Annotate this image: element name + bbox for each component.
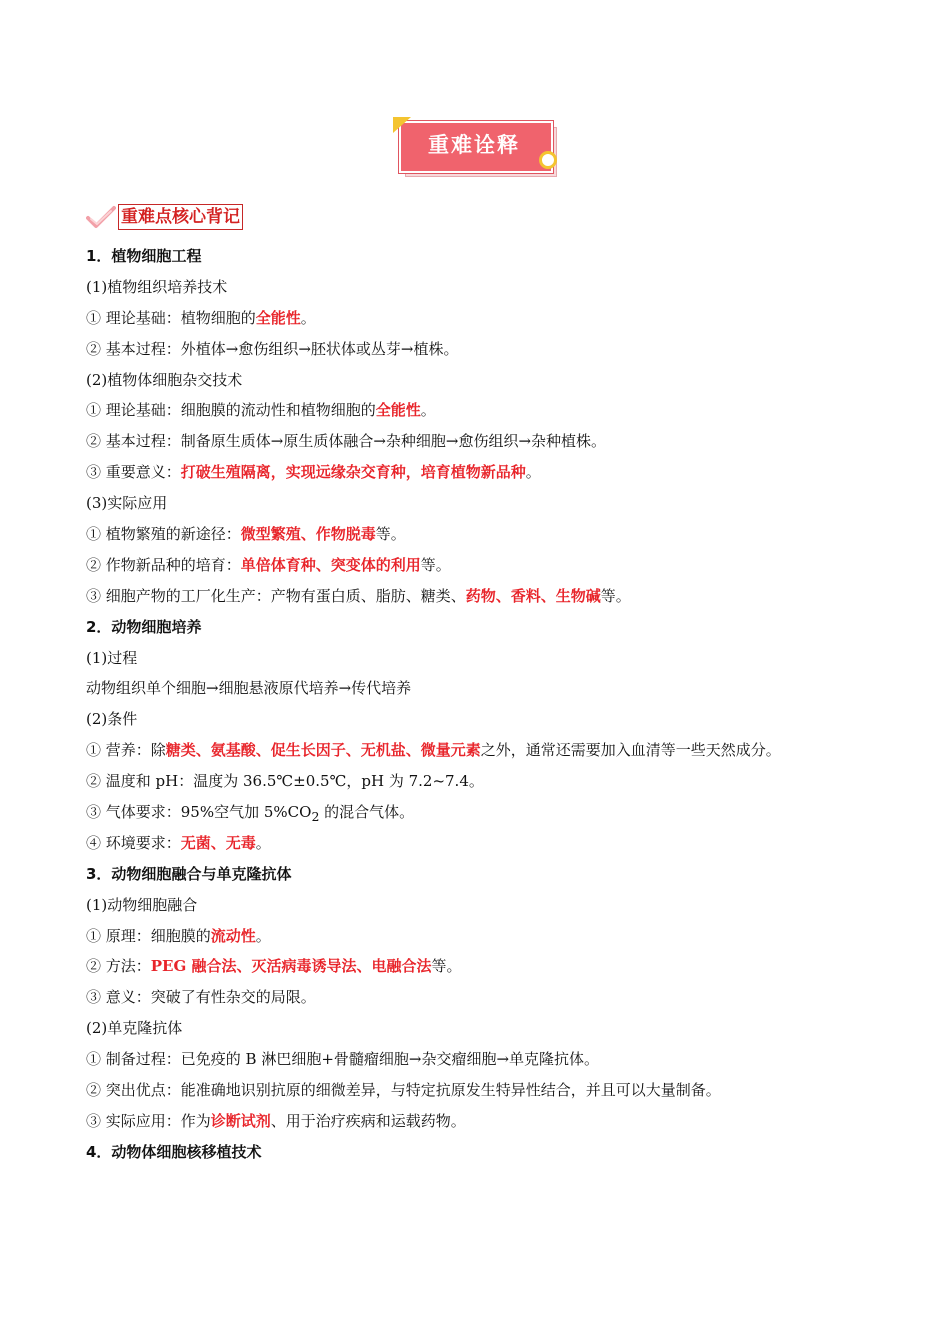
text-line — [86, 365, 886, 396]
text-line — [86, 519, 886, 550]
heading-line — [86, 859, 886, 890]
text-span: 等。 — [600, 586, 631, 605]
text-span: ② 温度和 pH：温度为 36.5℃±0.5℃，pH 为 7.2~7.4。 — [86, 772, 484, 791]
section-title: 重难点核心背记 — [118, 204, 243, 230]
text-span: ② 基本过程：制备原生质体→原生质体融合→杂种细胞→愈伤组织→杂种植株。 — [86, 432, 607, 451]
text-span: 、用于治疗疾病和运载药物。 — [270, 1111, 466, 1130]
text-span: ① 营养：除 — [86, 741, 166, 760]
highlight-text: 全能性 — [375, 401, 421, 420]
heading-line — [86, 612, 886, 643]
text-line — [86, 303, 886, 334]
text-line — [86, 982, 886, 1013]
text-span: 。 — [525, 463, 541, 482]
text-line — [86, 426, 886, 457]
text-span: ③ 气体要求：95%空气加 5%CO — [86, 803, 312, 822]
text-span: (1)植物组织培养技术 — [86, 277, 228, 296]
text-line — [86, 395, 886, 426]
checkmark-icon — [86, 205, 116, 229]
text-line — [86, 272, 886, 303]
text-line — [86, 951, 886, 982]
text-span: 等。 — [431, 957, 462, 976]
highlight-text: 流动性 — [210, 926, 256, 945]
highlight-text: PEG 融合法、灭活病毒诱导法、电融合法 — [150, 957, 432, 976]
text-span: ① 原理：细胞膜的 — [86, 926, 211, 945]
text-line — [86, 643, 886, 674]
text-span: 等。 — [375, 525, 406, 544]
text-span: (2)植物体细胞杂交技术 — [86, 370, 243, 389]
text-line — [86, 1013, 886, 1044]
text-line — [86, 828, 886, 859]
text-span: (1)过程 — [86, 648, 138, 667]
text-span: ② 基本过程：外植体→愈伤组织→胚状体或丛芽→植株。 — [86, 339, 459, 358]
text-span: 2．动物细胞培养 — [86, 617, 202, 636]
text-span: 4．动物体细胞核移植技术 — [86, 1142, 262, 1161]
text-span: 。 — [255, 926, 271, 945]
highlight-text: 单倍体育种、突变体的利用 — [240, 555, 421, 574]
text-span: ② 方法： — [86, 957, 151, 976]
text-line — [86, 673, 886, 704]
text-line — [86, 797, 886, 828]
text-line — [86, 488, 886, 519]
text-span: 3．动物细胞融合与单克隆抗体 — [86, 864, 292, 883]
text-line — [86, 1106, 886, 1137]
text-span: 。 — [300, 308, 316, 327]
text-span: (1)动物细胞融合 — [86, 895, 198, 914]
text-span: ① 植物繁殖的新途径： — [86, 525, 241, 544]
text-span: ③ 重要意义： — [86, 463, 181, 482]
section-banner — [393, 117, 559, 179]
text-span: ④ 环境要求： — [86, 833, 181, 852]
text-span: 。 — [420, 401, 436, 420]
text-line — [86, 1075, 886, 1106]
text-span: 的混合气体。 — [319, 803, 415, 822]
text-span: 动物组织单个细胞→细胞悬液原代培养→传代培养 — [86, 679, 412, 698]
text-span: 。 — [255, 833, 271, 852]
text-span: ③ 意义：突破了有性杂交的局限。 — [86, 988, 316, 1007]
text-span: 等。 — [420, 555, 451, 574]
text-line — [86, 581, 886, 612]
text-line — [86, 1044, 886, 1075]
text-span: ① 理论基础：植物细胞的 — [86, 308, 256, 327]
text-line — [86, 457, 886, 488]
text-line — [86, 550, 886, 581]
text-line — [86, 890, 886, 921]
highlight-text: 微型繁殖、作物脱毒 — [240, 525, 376, 544]
text-span: ① 理论基础：细胞膜的流动性和植物细胞的 — [86, 401, 376, 420]
text-line — [86, 766, 886, 797]
highlight-text: 药物、香料、生物碱 — [465, 586, 601, 605]
highlight-text: 无菌、无毒 — [180, 833, 256, 852]
heading-line — [86, 241, 886, 272]
text-span: (3)实际应用 — [86, 494, 168, 513]
banner-triangle-decoration — [393, 117, 411, 133]
highlight-text: 诊断试剂 — [210, 1111, 271, 1130]
text-line — [86, 334, 886, 365]
highlight-text: 全能性 — [255, 308, 301, 327]
text-span: ② 作物新品种的培育： — [86, 555, 241, 574]
text-span: ② 突出优点：能准确地识别抗原的细微差异，与特定抗原发生特异性结合，并且可以大量制备。 — [86, 1081, 721, 1100]
text-span: 之外，通常还需要加入血清等一些天然成分。 — [480, 741, 781, 760]
text-span: (2)单克隆抗体 — [86, 1019, 183, 1038]
subscript-text: 2 — [311, 809, 320, 825]
highlight-text: 糖类、氨基酸、促生长因子、无机盐、微量元素 — [165, 741, 481, 760]
highlight-text: 打破生殖隔离，实现远缘杂交育种，培育植物新品种 — [180, 463, 526, 482]
text-line — [86, 735, 886, 766]
banner-title: 重难诠释 — [428, 133, 520, 157]
text-span: ③ 实际应用：作为 — [86, 1111, 211, 1130]
banner-ring-decoration — [539, 151, 557, 169]
text-span: (2)条件 — [86, 710, 138, 729]
heading-line — [86, 1137, 886, 1168]
section-header — [86, 203, 243, 231]
text-span: ① 制备过程：已免疫的 B 淋巴细胞+骨髓瘤细胞→杂交瘤细胞→单克隆抗体。 — [86, 1050, 600, 1069]
text-span: 1．植物细胞工程 — [86, 247, 202, 265]
text-span: ③ 细胞产物的工厂化生产：产物有蛋白质、脂肪、糖类、 — [86, 586, 466, 605]
text-line — [86, 704, 886, 735]
document-body — [86, 241, 886, 1168]
text-line — [86, 921, 886, 952]
